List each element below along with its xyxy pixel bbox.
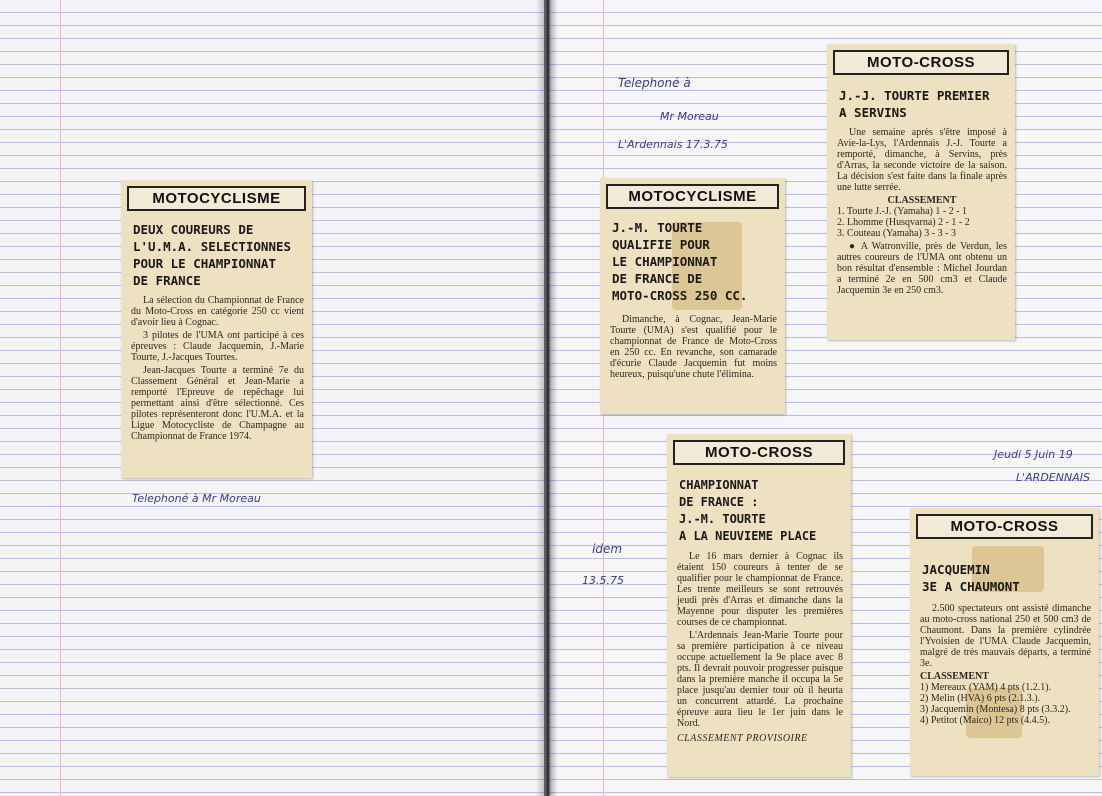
article-body: La sélection du Championnat de France du Moto-Cross en catégorie 250 cc vient d'avoir lieu à Cognac. 3 pilotes de l'UMA ont participé à ces épreuves : Claude Jacquemin, J.-Marie Tourte, J.-Jacques Tourtes. Jean-Jacques Tourte a terminé 7e du Classement Général et Jean-Marie a remporté l'Epreuve de repêchage lui permettant ainsi d'être sélectionné. Ces pilotes représenteront donc l'U.M.A. et la Ligue Motocycliste de Champagne au Championnat de France 1974. — [131, 295, 304, 442]
classement-row: 1. Tourte J.-J. (Yamaha) 1 - 2 - 1 — [837, 206, 968, 217]
headline: J.-M. TOURTE QUALIFIE POUR LE CHAMPIONNAT DE FRANCE DE MOTO-CROSS 250 CC. — [612, 220, 748, 303]
clipping-deux-coureurs — [121, 180, 312, 478]
handwritten-date: L'Ardennais 17.3.75 — [618, 138, 728, 151]
section-banner: MOTO-CROSS — [673, 440, 845, 465]
clipping-tourte-servins — [827, 44, 1015, 340]
handwritten-date: Jeudi 5 Juin 19 — [994, 448, 1073, 461]
classement-row: 2) Melin (HVA) 6 pts (2.1.3.). — [920, 693, 1041, 704]
classement-row: 3. Couteau (Yamaha) 3 - 3 - 3 — [837, 228, 956, 239]
classement-title: CLASSEMENT — [887, 195, 957, 206]
clipping-tourte-qualifie — [600, 178, 785, 414]
clipping-championnat-neuvieme — [667, 434, 851, 777]
handwritten-date: 13.5.75 — [582, 574, 624, 587]
headline: CHAMPIONNAT DE FRANCE : J.-M. TOURTE A LA NEUVIEME PLACE — [679, 478, 817, 543]
handwritten-note: L'ARDENNAIS — [1016, 471, 1090, 484]
article-footer: CLASSEMENT PROVISOIRE — [677, 733, 808, 744]
headline: DEUX COUREURS DE L'U.M.A. SELECTIONNES POUR LE CHAMPIONNAT DE FRANCE — [133, 222, 292, 288]
clipping-jacquemin-chaumont — [910, 508, 1099, 776]
article-body: Dimanche, à Cognac, Jean-Marie Tourte (UMA) s'est qualifié pour le championnat de France de Moto-Cross en 250 cc. En revanche, son camarade d'écurie Claude Jacquemin fut moins heureux, puisqu'une chute l'élimina. — [610, 314, 777, 380]
handwritten-note: idem — [592, 542, 623, 556]
headline: JACQUEMIN 3E A CHAUMONT — [922, 562, 1020, 594]
margin-line — [60, 0, 61, 796]
headline: J.-J. TOURTE PREMIER A SERVINS — [839, 88, 990, 120]
handwritten-note: Telephoné à Mr Moreau — [132, 492, 261, 505]
article-body: Le 16 mars dernier à Cognac ils étaient 150 coureurs à tenter de se qualifier pour le championnat de France. Les trente meilleurs se sont retrouvés jeudi près d'Arras et dimanche dans la Mayenne pour disputer les premières courses de ce championnat. L'Ardennais Jean-Marie Tourte pour sa première participation à ce niveau occupe actuellement la 9e place avec 8 pts. Il devrait pouvoir progresser puisque dans la première manche il occupa la 5e place jusqu'au dernier tour où il heurta un concurrent attardé. La prochaine épreuve aura lieu le 1er juin dans le Nord. — [677, 551, 843, 729]
section-banner: MOTOCYCLISME — [606, 184, 779, 209]
notebook-binding — [536, 0, 558, 796]
section-banner: MOTO-CROSS — [916, 514, 1093, 539]
section-banner: MOTO-CROSS — [833, 50, 1009, 75]
classement-title: CLASSEMENT — [920, 671, 989, 682]
section-banner: MOTOCYCLISME — [127, 186, 306, 211]
article-body: 2.500 spectateurs ont assisté dimanche au moto-cross national 250 et 500 cm3 de Chaumont. Dans la première cylindrée l'Yvoisien de l'UMA Claude Jacquemin, malgré de très mauvais départs, a terminé 3e. CLASSEMENT 1) Mereaux (YAM) 4 pts (1.2.1). 2) Melin (HVA) 6 pts (2.1.3.). 3) Jacquemin (Montesa) 8 pts (3.3.2). 4) Petitot (Maico) 12 pts (4.4.5). — [920, 603, 1091, 726]
handwritten-note: Telephoné à — [618, 76, 691, 90]
classement-row: 3) Jacquemin (Montesa) 8 pts (3.3.2). — [920, 704, 1071, 715]
handwritten-note: Mr Moreau — [660, 110, 719, 123]
classement-row: 1) Mereaux (YAM) 4 pts (1.2.1). — [920, 682, 1052, 693]
classement-row: 4) Petitot (Maico) 12 pts (4.4.5). — [920, 715, 1050, 726]
classement-row: 2. Lhomme (Husqvarna) 2 - 1 - 2 — [837, 217, 970, 228]
article-body: Une semaine après s'être imposé à Avie-la-Lys, l'Ardennais J.-J. Tourte a remporté, dimanche, à Servins, près d'Arras, la seconde victoire de la saison. La décision s'est faite dans la finale après une lutte serrée. CLASSEMENT 1. Tourte J.-J. (Yamaha) 1 - 2 - 1 2. Lhomme (Husqvarna) 2 - 1 - 2 3. Couteau (Yamaha) 3 - 3 - 3 ● A Watronville, près de Verdun, les autres coureurs de l'UMA ont obtenu un bon résultat d'ensemble : Michel Jourdan a terminé 2e en 500 cm3 et Claude Jacquemin 3e en 250 cm3. — [837, 127, 1007, 296]
